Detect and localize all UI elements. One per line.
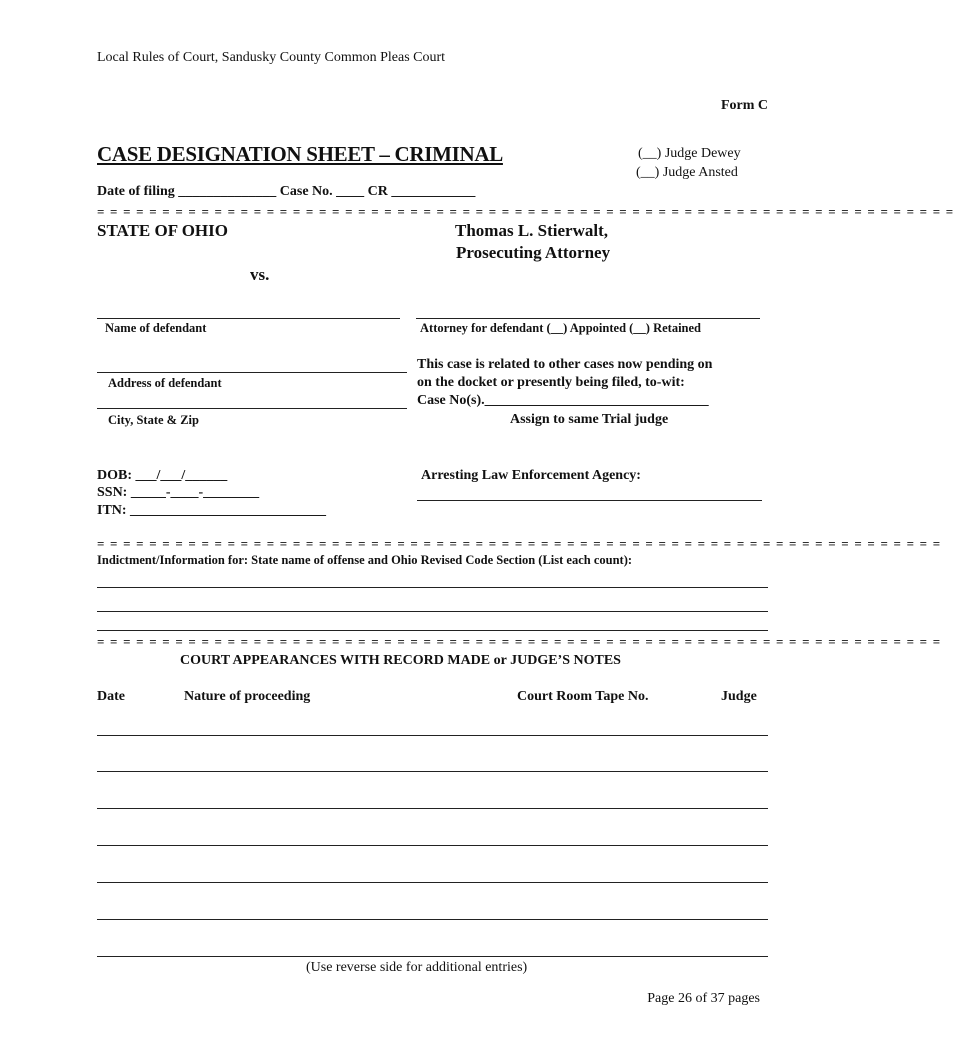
related-text-1: This case is related to other cases now pending on	[417, 357, 713, 372]
reverse-side-note: (Use reverse side for additional entries)	[306, 960, 528, 975]
attorney-label: Attorney for defendant (__) Appointed (__) Retained	[420, 321, 702, 335]
itn-field[interactable]: ITN: ____________________________	[97, 503, 327, 518]
indictment-label: Indictment/Information for: State name of offense and Ohio Revised Code Section (List each count):	[97, 553, 633, 567]
indictment-line[interactable]	[97, 630, 768, 631]
indictment-line[interactable]	[97, 587, 768, 588]
related-text-2: on the docket or presently being filed, to-wit:	[417, 375, 685, 390]
attorney-line[interactable]	[416, 318, 760, 319]
agency-label: Arresting Law Enforcement Agency:	[421, 468, 641, 483]
appearance-row-line[interactable]	[97, 735, 768, 736]
form-label: Form C	[720, 98, 768, 113]
state-label: STATE OF OHIO	[97, 221, 228, 240]
separator: = = = = = = = = = = = = = = = = = = = = = = = = = = = = = = = = = = = = = = = = = = = = = = = = = = = = = = = = = = = = = = = = =	[97, 634, 942, 649]
ssn-field[interactable]: SSN: _____-____-________	[97, 485, 260, 500]
vs-label: vs.	[250, 265, 270, 284]
appearance-row-line[interactable]	[97, 919, 768, 920]
dob-field[interactable]: DOB: ___/___/______	[97, 468, 228, 483]
address-line[interactable]	[97, 372, 407, 373]
appearance-row-line[interactable]	[97, 771, 768, 772]
appearance-row-line[interactable]	[97, 882, 768, 883]
judge-dewey-option[interactable]: (__) Judge Dewey	[638, 146, 741, 161]
appearance-row-line[interactable]	[97, 808, 768, 809]
filing-case-line[interactable]: Date of filing ______________ Case No. ____ CR ____________	[97, 184, 476, 199]
prosecutor-title: Prosecuting Attorney	[456, 243, 611, 262]
agency-line[interactable]	[417, 500, 762, 501]
assign-same-judge-label: Assign to same Trial judge	[510, 412, 669, 427]
page-header: Local Rules of Court, Sandusky County Common Pleas Court	[97, 50, 446, 65]
address-label: Address of defendant	[108, 376, 222, 390]
judge-ansted-option[interactable]: (__) Judge Ansted	[636, 165, 738, 180]
separator: = = = = = = = = = = = = = = = = = = = = = = = = = = = = = = = = = = = = = = = = = = = = = = = = = = = = = = = = = = = = = = = = =	[97, 536, 942, 551]
defendant-name-line[interactable]	[97, 318, 400, 319]
form-title: CASE DESIGNATION SHEET – CRIMINAL	[97, 142, 503, 166]
appearance-row-line[interactable]	[97, 845, 768, 846]
separator: = = = = = = = = = = = = = = = = = = = = = = = = = = = = = = = = = = = = = = = = = = = = = = = = = = = = = = = = = = = = = = = = = =	[97, 204, 954, 219]
prosecutor-name: Thomas L. Stierwalt,	[455, 221, 608, 240]
city-state-zip-label: City, State & Zip	[108, 413, 199, 427]
related-case-numbers[interactable]: Case No(s).________________________________	[417, 393, 709, 408]
appearance-row-line[interactable]	[97, 956, 768, 957]
column-tape-no: Court Room Tape No.	[517, 689, 649, 704]
city-line[interactable]	[97, 408, 407, 409]
name-of-defendant-label: Name of defendant	[105, 321, 207, 335]
page-number: Page 26 of 37 pages	[647, 991, 760, 1006]
appearances-title: COURT APPEARANCES WITH RECORD MADE or JUDGE’S NOTES	[180, 653, 621, 668]
column-nature: Nature of proceeding	[184, 689, 311, 704]
indictment-line[interactable]	[97, 611, 768, 612]
column-judge: Judge	[721, 689, 757, 704]
column-date: Date	[97, 689, 125, 704]
